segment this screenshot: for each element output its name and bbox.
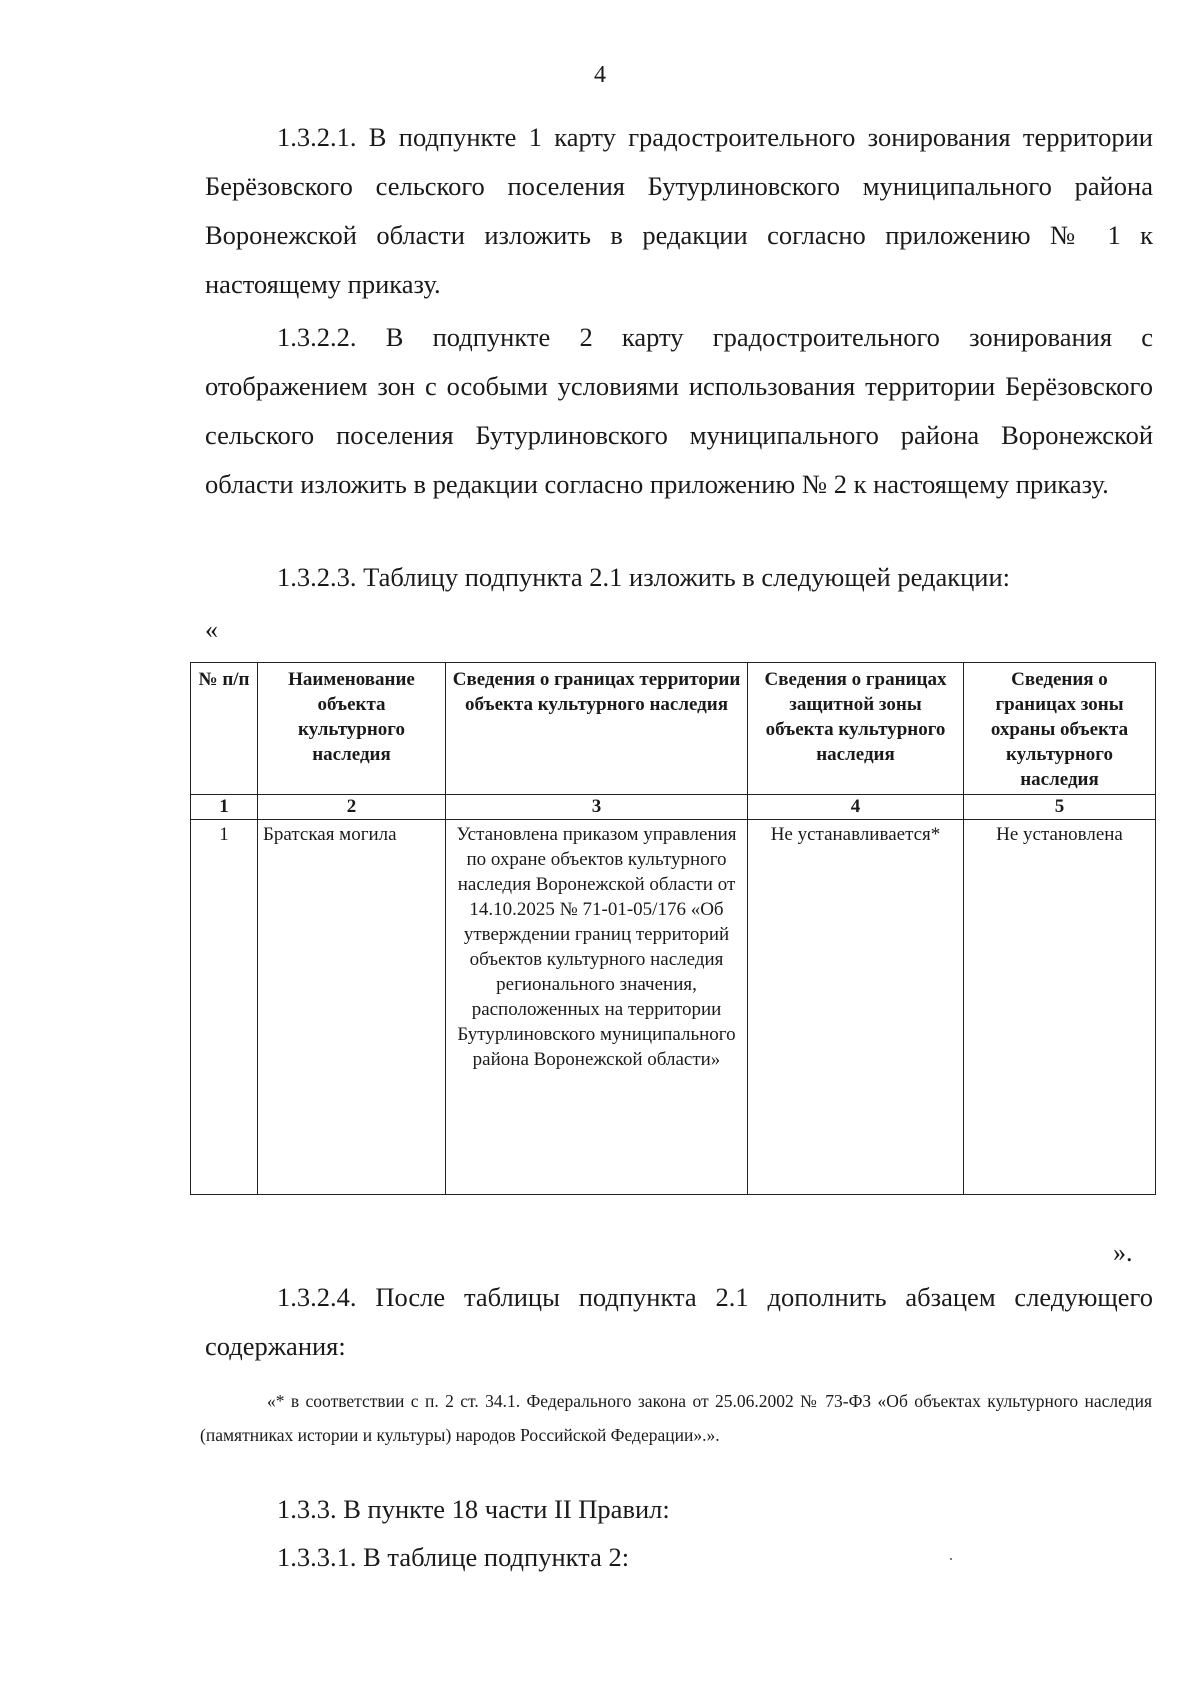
paragraph-1-3-3-1: 1.3.3.1. В таблице подпункта 2: <box>277 1542 630 1572</box>
paragraph-1-3-2-3: 1.3.2.3. Таблицу подпункта 2.1 изложить в следующей редакции: <box>277 562 1011 592</box>
row-territory-boundaries: Установлена приказом управления по охране объектов культурного наследия Воронежской области от 14.10.2025 № 71-01-05/176 «Об утверждении границ территорий объектов культурного наследия регионального значения, расположенных на территории Бутурлиновского муниципального района Воронежской области» <box>446 820 748 1195</box>
closing-quote-mark: ». <box>1113 1238 1133 1267</box>
paragraph-1-3-3: 1.3.3. В пункте 18 части II Правил: <box>277 1494 670 1524</box>
header-number: № п/п <box>191 663 258 795</box>
row-protective-zone: Не устанавливается* <box>748 820 964 1195</box>
header-territory-boundaries: Сведения о границах территории объекта культурного наследия <box>446 663 748 795</box>
page-number: 4 <box>594 62 606 88</box>
row-number: 1 <box>191 820 258 1195</box>
column-number: 5 <box>964 795 1156 820</box>
paragraph-1-3-2-2: 1.3.2.2. В подпункте 2 карту градостроительного зонирования с отображением зон с особыми условиями использования территории Берёзовского сельского поселения Бутурлиновского муниципального района Воронежской области изложить в редакции согласно приложению № 2 к настоящему приказу. <box>205 322 1153 499</box>
table-header-row <box>191 663 1156 795</box>
scan-speck <box>950 1558 952 1560</box>
column-number: 3 <box>446 795 748 820</box>
column-number: 1 <box>191 795 258 820</box>
row-protection-zone: Не установлена <box>964 820 1156 1195</box>
header-object-name: Наименование объекта культурного наследия <box>258 663 446 795</box>
paragraph-1-3-2-4: 1.3.2.4. После таблицы подпункта 2.1 дополнить абзацем следующего содержания: <box>205 1282 1153 1361</box>
paragraph-1-3-2-1: 1.3.2.1. В подпункте 1 карту градостроительного зонирования территории Берёзовского сельского поселения Бутурлиновского муниципального района Воронежской области изложить в редакции согласно приложению № 1 к настоящему приказу. <box>205 122 1153 299</box>
heritage-objects-table <box>190 662 1156 1195</box>
header-protective-zone: Сведения о границах защитной зоны объекта культурного наследия <box>748 663 964 795</box>
column-number-row <box>191 795 1156 820</box>
footnote-text: «* в соответствии с п. 2 ст. 34.1. Федерального закона от 25.06.2002 № 73-ФЗ «Об объектах культурного наследия (памятниках истории и культуры) народов Российской Федерации».». <box>200 1391 1152 1445</box>
column-number: 2 <box>258 795 446 820</box>
table-row <box>191 820 1156 1195</box>
row-object-name: Братская могила <box>258 820 446 1195</box>
column-number: 4 <box>748 795 964 820</box>
header-protection-zone: Сведения о границах зоны охраны объекта культурного наследия <box>964 663 1156 795</box>
opening-quote-mark: « <box>205 615 218 644</box>
